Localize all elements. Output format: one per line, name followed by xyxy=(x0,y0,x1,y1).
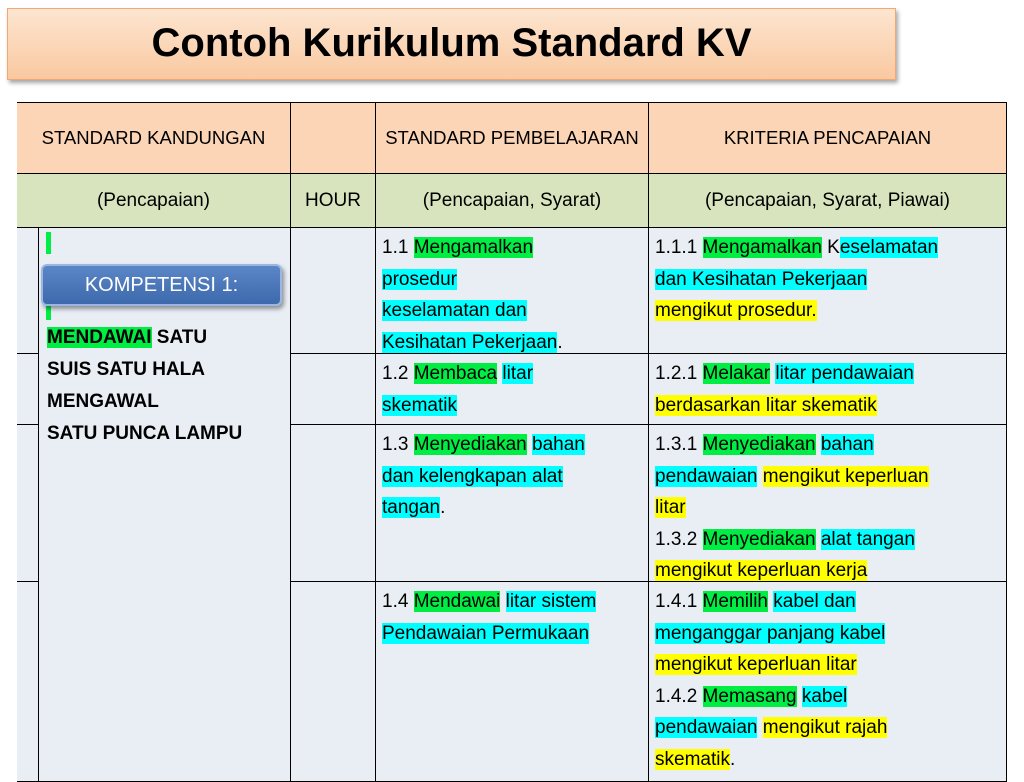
title-box xyxy=(7,8,896,80)
kompetensi-title: MENDAWAI SATU SUIS SATU HALA MENGAWAL SATU PUNCA LAMPU xyxy=(47,327,243,444)
kp-cell-1-3: 1.3.1 Menyediakan bahan pendawaian mengikut keperluan litar 1.3.2 Menyediakan alat tangan mengikut keperluan kerja xyxy=(649,425,1007,582)
header-standard-kandungan: STANDARD KANDUNGAN xyxy=(17,103,291,174)
sp-cell-1-2: 1.2 Membaca litar skematik xyxy=(376,354,649,425)
header-standard-pembelajaran: STANDARD PEMBELAJARAN xyxy=(376,103,649,174)
narrow-cell-3 xyxy=(17,425,39,582)
header-pencapaian-syarat-piawai: (Pencapaian, Syarat, Piawai) xyxy=(649,174,1007,228)
page-title: Contoh Kurikulum Standard KV xyxy=(151,21,752,65)
kp-cell-1-4: 1.4.1 Memilih kabel dan menganggar panjang kabel mengikut keperluan litar 1.4.2 Memasang kabel pendawaian mengikut rajah skematik. xyxy=(649,582,1007,782)
header-pencapaian-syarat: (Pencapaian, Syarat) xyxy=(376,174,649,228)
hour-cell-1 xyxy=(291,228,376,354)
hour-cell-3 xyxy=(291,425,376,582)
green-marker-bottom xyxy=(46,306,51,320)
sp-cell-1-4: 1.4 Mendawai litar sistem Pendawaian Permukaan xyxy=(376,582,649,782)
header-pencapaian: (Pencapaian) xyxy=(17,174,291,228)
header-hour-blank xyxy=(291,103,376,174)
narrow-cell-4 xyxy=(17,582,39,782)
header-hour: HOUR xyxy=(291,174,376,228)
narrow-cell-2 xyxy=(17,354,39,425)
kp-cell-1-2-1: 1.2.1 Melakar litar pendawaian berdasarkan litar skematik xyxy=(649,354,1007,425)
narrow-cell-1 xyxy=(17,228,39,354)
sp-cell-1-1: 1.1 Mengamalkan prosedur keselamatan dan Kesihatan Pekerjaan. xyxy=(376,228,649,354)
green-marker-top xyxy=(46,232,51,254)
kp-cell-1-1-1: 1.1.1 Mengamalkan Keselamatan dan Kesihatan Pekerjaan mengikut prosedur. xyxy=(649,228,1007,354)
kompetensi-cell xyxy=(39,228,291,782)
sp-cell-1-3: 1.3 Menyediakan bahan dan kelengkapan alat tangan. xyxy=(376,425,649,582)
kompetensi-label: KOMPETENSI 1: xyxy=(41,264,282,306)
header-kriteria-pencapaian: KRITERIA PENCAPAIAN xyxy=(649,103,1007,174)
hour-cell-4 xyxy=(291,582,376,782)
hour-cell-2 xyxy=(291,354,376,425)
